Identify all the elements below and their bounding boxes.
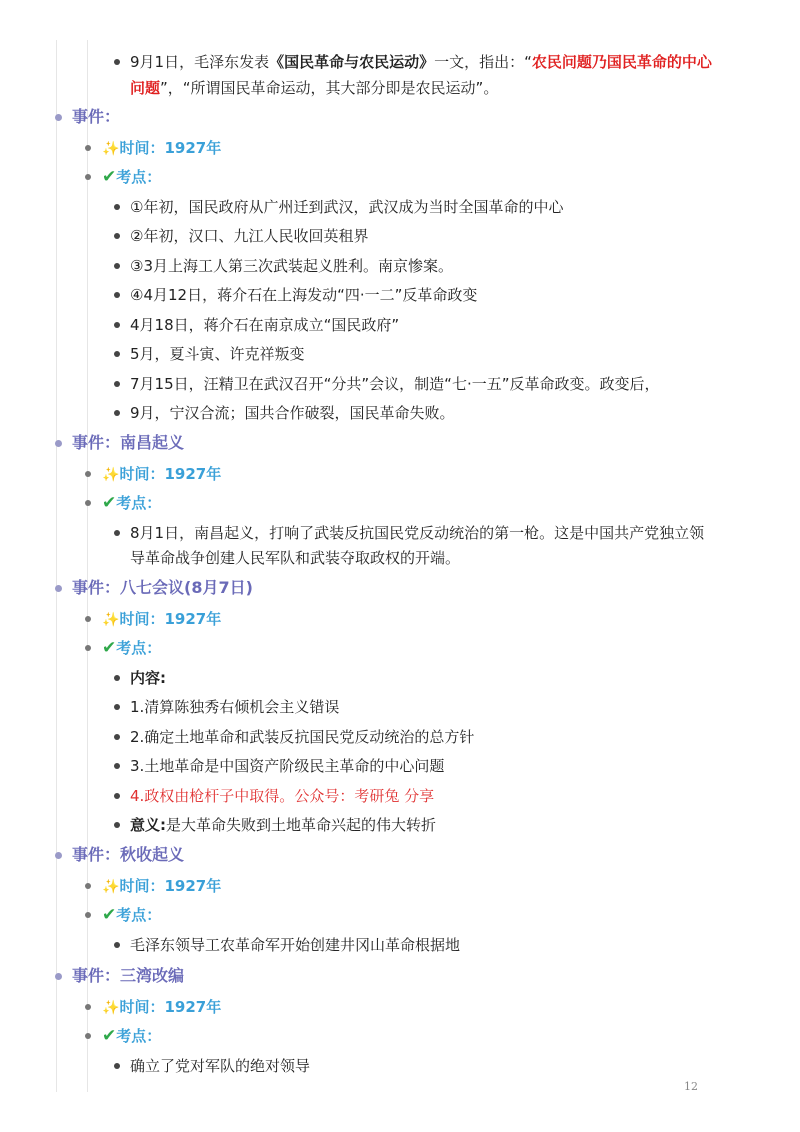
time-label: 时间： (119, 610, 165, 628)
bullet (114, 675, 120, 681)
bullet (114, 1063, 120, 1069)
points-label: 考点： (116, 168, 162, 186)
bullet (85, 616, 91, 622)
bullet (114, 822, 120, 828)
point-text: 8月1日，南昌起义，打响了武装反抗国民党反动统治的第一枪。这是中国共产党独立领 (130, 524, 705, 542)
outline-guide-line-2 (87, 40, 88, 1092)
check-mark-icon: ✔ (102, 493, 117, 513)
bullet (114, 704, 120, 710)
sparkles-icon: ✨ (102, 467, 120, 483)
bullet (85, 145, 91, 151)
bullet (114, 322, 120, 328)
event-label: 事件： (72, 107, 121, 126)
point-text: 4月18日，蒋介石在南京成立“国民政府” (130, 316, 400, 334)
intro-text-rest: ”，“所谓国民革命运动，其大部分即是农民运动”。 (160, 79, 499, 97)
bullet (55, 440, 62, 447)
sparkles-icon: ✨ (102, 879, 120, 895)
point-text: 7月15日，汪精卫在武汉召开“分共”会议，制造“七·一五”反革命政变。政变后， (130, 375, 660, 393)
points-label: 考点： (116, 906, 162, 924)
point-text: ③3月上海工人第三次武装起义胜利。南京惨案。 (130, 257, 453, 275)
bullet (114, 351, 120, 357)
bullet (85, 471, 91, 477)
check-mark-icon: ✔ (102, 638, 117, 658)
bullet (55, 852, 62, 859)
event-name: 八七会议(8月7日) (120, 578, 253, 597)
bullet (114, 233, 120, 239)
point-text: ④4月12日，蒋介石在上海发动“四·一二”反革命政变 (130, 286, 478, 304)
check-mark-icon: ✔ (102, 167, 117, 187)
meaning-label: 意义: (130, 816, 166, 834)
check-mark-icon: ✔ (102, 1026, 117, 1046)
sparkles-icon: ✨ (102, 612, 120, 628)
outline-guide-line (56, 40, 57, 1092)
intro-text-mid: 一文，指出：“ (434, 53, 532, 71)
bullet (114, 204, 120, 210)
bullet (55, 585, 62, 592)
time-value: 1927年 (164, 877, 222, 895)
time-value: 1927年 (164, 998, 222, 1016)
bullet (85, 1004, 91, 1010)
time-value: 1927年 (164, 139, 222, 157)
highlight-point-text: 4.政权由枪杆子中取得。公众号：考研兔 分享 (130, 787, 435, 805)
event-label: 事件： (72, 433, 121, 452)
event-name: 秋收起义 (120, 845, 185, 864)
time-value: 1927年 (164, 610, 222, 628)
point-text: 1.清算陈独秀右倾机会主义错误 (130, 698, 340, 716)
time-label: 时间： (119, 139, 165, 157)
intro-text: 9月1日，毛泽东发表 (130, 53, 270, 71)
meaning-text: 是大革命失败到土地革命兴起的伟大转折 (166, 816, 437, 834)
bullet (85, 174, 91, 180)
point-text: ①年初，国民政府从广州迁到武汉，武汉成为当时全国革命的中心 (130, 198, 564, 216)
content-label: 内容: (130, 669, 166, 687)
point-text: 毛泽东领导工农革命军开始创建井冈山革命根据地 (130, 936, 461, 954)
point-text: 导革命战争创建人民军队和武装夺取政权的开端。 (130, 549, 461, 567)
time-value: 1927年 (164, 465, 222, 483)
bullet (85, 883, 91, 889)
point-text: 确立了党对军队的绝对领导 (130, 1057, 311, 1075)
bullet (114, 410, 120, 416)
bullet (114, 263, 120, 269)
time-label: 时间： (119, 465, 165, 483)
bullet (114, 530, 120, 536)
bullet (114, 942, 120, 948)
event-label: 事件： (72, 966, 121, 985)
event-name: 南昌起义 (120, 433, 185, 452)
points-label: 考点： (116, 494, 162, 512)
bullet (114, 793, 120, 799)
point-text: 5月，夏斗寅、许克祥叛变 (130, 345, 305, 363)
bullet (85, 645, 91, 651)
event-label: 事件： (72, 845, 121, 864)
time-label: 时间： (119, 998, 165, 1016)
highlight-text: 农民问题乃国民革命的中心 (531, 53, 712, 71)
sparkles-icon: ✨ (102, 141, 120, 157)
event-name: 三湾改编 (120, 966, 185, 985)
points-label: 考点： (116, 639, 162, 657)
page-number: 12 (684, 1080, 698, 1093)
sparkles-icon: ✨ (102, 1000, 120, 1016)
bullet (114, 734, 120, 740)
book-title: 《国民革命与农民运动》 (269, 53, 435, 71)
event-label: 事件： (72, 578, 121, 597)
bullet (114, 381, 120, 387)
point-text: 3.土地革命是中国资产阶级民主革命的中心问题 (130, 757, 445, 775)
bullet (85, 912, 91, 918)
points-label: 考点： (116, 1027, 162, 1045)
bullet (55, 973, 62, 980)
point-text: 9月，宁汉合流；国共合作破裂，国民革命失败。 (130, 404, 455, 422)
bullet (85, 500, 91, 506)
point-text: 2.确定土地革命和武装反抗国民党反动统治的总方针 (130, 728, 475, 746)
bullet (114, 59, 120, 65)
bullet (85, 1033, 91, 1039)
bullet (55, 114, 62, 121)
check-mark-icon: ✔ (102, 905, 117, 925)
highlight-text-cont: 问题 (130, 79, 161, 97)
bullet (114, 763, 120, 769)
bullet (114, 292, 120, 298)
time-label: 时间： (119, 877, 165, 895)
point-text: ②年初，汉口、九江人民收回英租界 (130, 227, 369, 245)
